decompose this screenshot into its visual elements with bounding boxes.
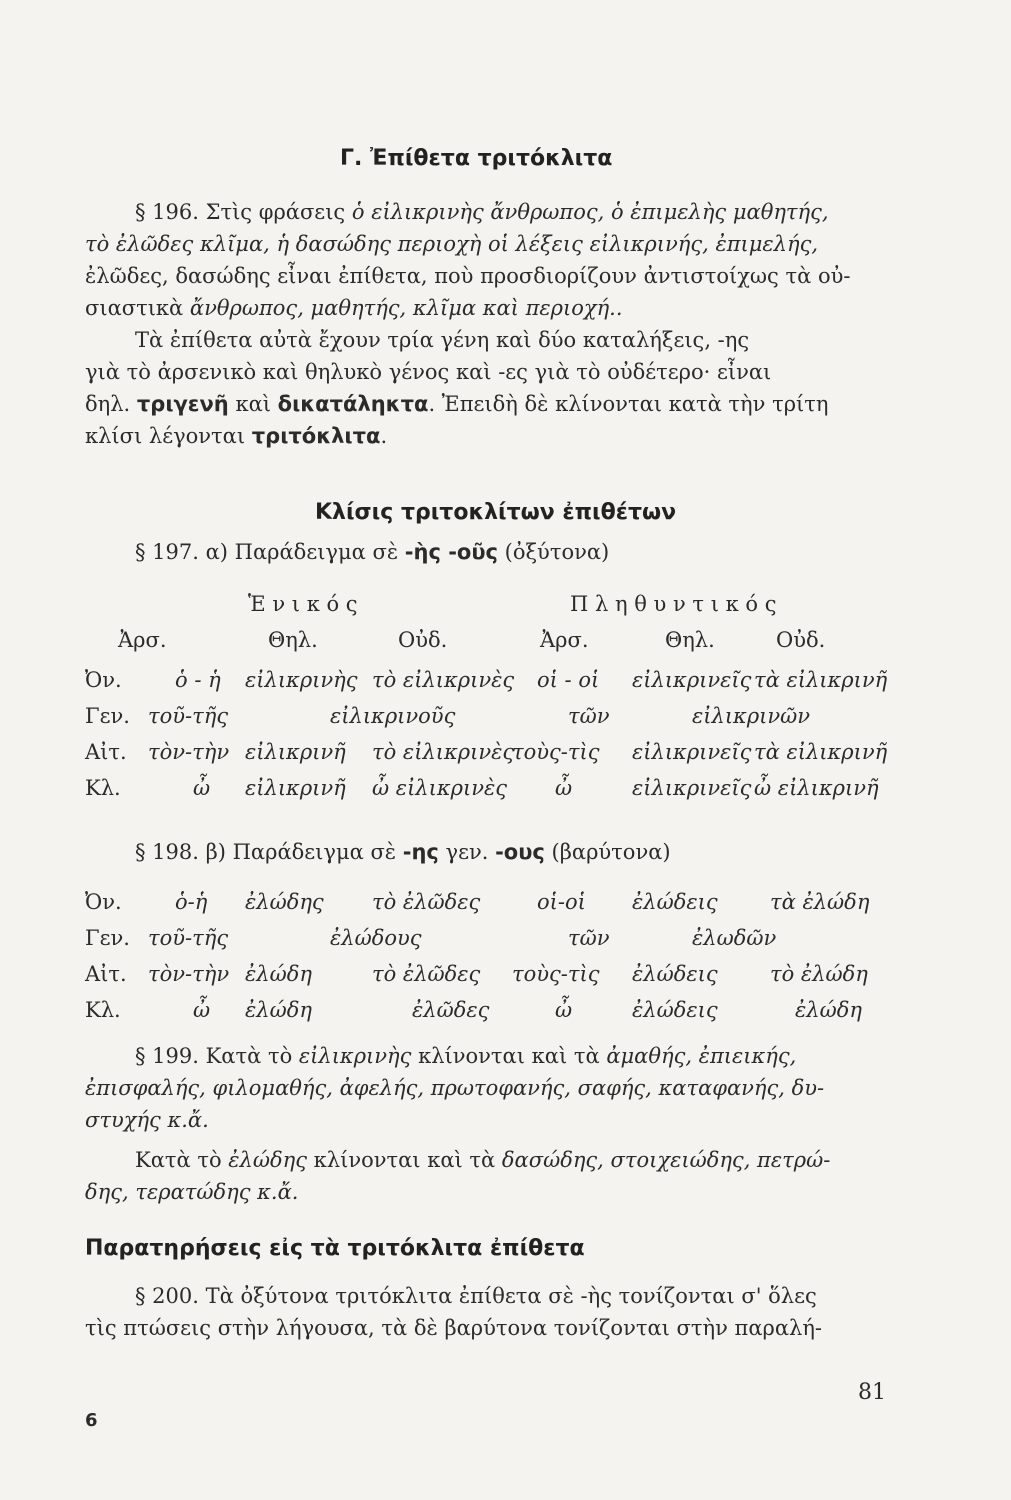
p196-line-4: σιαστικὰ ἄνθρωπος, μαθητής, κλῖμα καὶ περιοχή..	[85, 296, 623, 320]
article: ὦ	[555, 776, 573, 800]
term-dikatalikta: δικατάληκτα	[277, 392, 429, 416]
case-label: Γεν.	[85, 926, 130, 950]
case-label: Κλ.	[85, 998, 121, 1022]
term-trigeni: τριγενῆ	[136, 392, 229, 416]
form: εἰλικρινοῦς	[330, 704, 456, 728]
paragraph-197: § 197. α) Παράδειγμα σὲ -ὴς -οῦς (ὀξύτονα)	[135, 540, 610, 564]
article: τοῦ-τῆς	[148, 926, 229, 950]
form: τὰ εἰλικρινῆ	[754, 668, 888, 692]
paragraph-196	[85, 196, 895, 452]
paragraph-199	[85, 1040, 895, 1208]
form: ἐλώδους	[330, 926, 422, 950]
article: τοὺς-τὶς	[512, 740, 600, 764]
form: τὸ ἐλώδη	[770, 962, 868, 986]
header-neut: Οὐδ.	[398, 628, 448, 652]
page-number: 81	[858, 1380, 886, 1405]
article: ὁ-ἡ	[175, 890, 208, 914]
article: ὁ - ἡ	[175, 668, 221, 692]
form: τὸ ἐλῶδες	[372, 890, 481, 914]
form: εἰλικρινὴς	[245, 668, 358, 692]
form: εἰλικρινῶν	[692, 704, 811, 728]
p196-line-1: § 196. Στὶς φράσεις ὁ εἰλικρινὴς ἄνθρωπος, ὁ ἐπιμελὴς μαθητής,	[135, 200, 829, 224]
header-fem: Θηλ.	[268, 628, 318, 652]
paragraph-200	[85, 1280, 895, 1344]
form: τὸ ἐλῶδες	[372, 962, 481, 986]
case-label: Ὀν.	[85, 890, 122, 914]
form: εἰλικρινεῖς	[632, 668, 752, 692]
form: εἰλικρινῆ	[245, 776, 346, 800]
form: τὸ εἰλικρινὲς	[372, 668, 515, 692]
form: ἐλωδῶν	[692, 926, 777, 950]
p196-line-5: Τὰ ἐπίθετα αὐτὰ ἔχουν τρία γένη καὶ δύο καταλήξεις, -ης	[135, 328, 750, 352]
p199-line-4: Κατὰ τὸ ἐλώδης κλίνονται καὶ τὰ δασώδης, στοιχειώδης, πετρώ-	[135, 1148, 831, 1172]
form: ἐλώδη	[795, 998, 862, 1022]
form: ὦ εἰλικρινὲς	[372, 776, 507, 800]
p199-line-2: ἐπισφαλής, φιλομαθής, ἀφελής, πρωτοφανής, σαφής, καταφανής, δυ-	[85, 1076, 825, 1100]
form: εἰλικρινεῖς	[632, 740, 752, 764]
header-fem-pl: Θηλ.	[665, 628, 715, 652]
form: ἐλώδεις	[632, 890, 718, 914]
header-masc: Ἀρσ.	[118, 628, 167, 652]
p199-line-3: στυχής κ.ἄ.	[85, 1108, 209, 1132]
article: τῶν	[568, 926, 610, 950]
case-label: Αἰτ.	[85, 962, 127, 986]
term-tritoklita: τριτόκλιτα	[251, 424, 381, 448]
paragraph-198: § 198. β) Παράδειγμα σὲ -ης γεν. -ους (βαρύτονα)	[135, 840, 671, 864]
article: ὦ	[193, 776, 211, 800]
form: ὦ εἰλικρινῆ	[754, 776, 879, 800]
case-label: Ὀν.	[85, 668, 122, 692]
header-neut-pl: Οὐδ.	[776, 628, 826, 652]
form: ἐλῶδες	[412, 998, 490, 1022]
signature-mark: 6	[85, 1410, 98, 1431]
form: ἐλώδη	[245, 998, 312, 1022]
form: τὰ ἐλώδη	[770, 890, 870, 914]
case-label: Κλ.	[85, 776, 121, 800]
p199-line-1: § 199. Κατὰ τὸ εἰλικρινὴς κλίνονται καὶ τὰ ἀμαθής, ἐπιεικής,	[135, 1044, 797, 1068]
form: ἐλώδης	[245, 890, 324, 914]
form: ἐλώδη	[245, 962, 312, 986]
declension-heading: Κλίσις τριτοκλίτων ἐπιθέτων	[315, 500, 677, 525]
article: τὸν-τὴν	[148, 962, 230, 986]
form: τὰ εἰλικρινῆ	[754, 740, 888, 764]
remarks-heading: Παρατηρήσεις εἰς τὰ τριτόκλιτα ἐπίθετα	[85, 1236, 585, 1261]
article: τὸν-τὴν	[148, 740, 230, 764]
case-label: Αἰτ.	[85, 740, 127, 764]
p200-line-2: τὶς πτώσεις στὴν λήγουσα, τὰ δὲ βαρύτονα τονίζονται στὴν παραλή-	[85, 1316, 823, 1340]
p196-line-3: ἐλῶδες, δασώδης εἶναι ἐπίθετα, ποὺ προσδιορίζουν ἀντιστοίχως τὰ οὐ-	[85, 264, 851, 288]
article: οἱ-οἱ	[537, 890, 586, 914]
p200-line-1: § 200. Τὰ ὀξύτονα τριτόκλιτα ἐπίθετα σὲ -ὴς τονίζονται σ' ὅλες	[135, 1284, 817, 1308]
header-masc-pl: Ἀρσ.	[540, 628, 589, 652]
p196-line-6: γιὰ τὸ ἀρσενικὸ καὶ θηλυκὸ γένος καὶ -ες γιὰ τὸ οὐδέτερο· εἶναι	[85, 360, 772, 384]
article: τῶν	[568, 704, 610, 728]
p196-line-2: τὸ ἐλῶδες κλῖμα, ἡ δασώδης περιοχὴ οἱ λέξεις εἰλικρινής, ἐπιμελής,	[85, 232, 819, 256]
p196-line-7: δηλ. τριγενῆ καὶ δικατάληκτα. Ἐπειδὴ δὲ κλίνονται κατὰ τὴν τρίτη	[85, 392, 829, 416]
form: εἰλικρινεῖς	[632, 776, 752, 800]
case-label: Γεν.	[85, 704, 130, 728]
singular-label: Ἑ ν ι κ ό ς	[248, 592, 358, 616]
p199-line-5: δης, τερατώδης κ.ἄ.	[85, 1180, 299, 1204]
form: ἐλώδεις	[632, 998, 718, 1022]
article: τοὺς-τὶς	[512, 962, 600, 986]
article: οἱ - οἱ	[537, 668, 600, 692]
p196-line-8: κλίσι λέγονται τριτόκλιτα.	[85, 424, 388, 448]
article: τοῦ-τῆς	[148, 704, 229, 728]
article: ὦ	[193, 998, 211, 1022]
section-title: Γ. Ἐπίθετα τριτόκλιτα	[340, 146, 613, 171]
plural-label: Π λ η θ υ ν τ ι κ ό ς	[570, 592, 777, 616]
article: ὦ	[555, 998, 573, 1022]
form: ἐλώδεις	[632, 962, 718, 986]
form: εἰλικρινῆ	[245, 740, 346, 764]
form: τὸ εἰλικρινὲς	[372, 740, 515, 764]
